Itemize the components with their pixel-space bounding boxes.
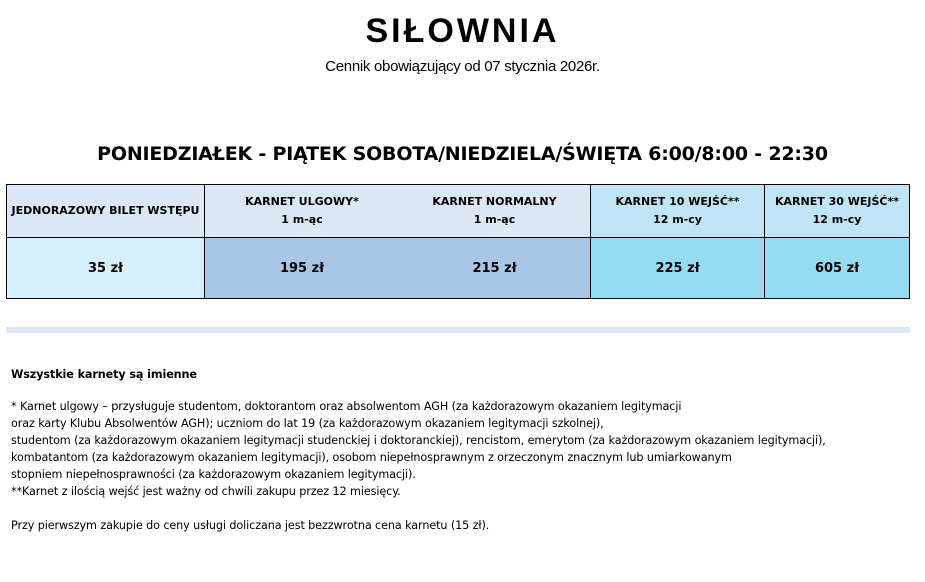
price-list-date: Cennik obowiązujący od 07 stycznia 2026r. (325, 58, 600, 75)
note-line: stopniem niepełnosprawności (za każdorazowym okazaniem legitymacji). (11, 468, 416, 481)
column-label: KARNET 30 WEJŚĆ** (775, 195, 899, 208)
price-30-entries-pass: 605 zł (765, 238, 910, 299)
column-period: 1 m-ąc (473, 213, 516, 226)
divider (6, 327, 910, 333)
price-table-header-row (7, 185, 910, 238)
header-30-entries-pass (765, 185, 910, 238)
note-line: studentom (za każdorazowym okazaniem legitymacji studenckiej i doktoranckiej), rencistom, emerytom (za każdorazowym okazaniem legitymacji), (11, 434, 826, 447)
column-label: KARNET 10 WEJŚĆ** (615, 195, 740, 208)
page-title: SIŁOWNIA (365, 12, 560, 50)
opening-hours: PONIEDZIAŁEK - PIĄTEK SOBOTA/NIEDZIELA/ŚWIĘTA 6:00/8:00 - 22:30 (97, 143, 828, 165)
note-line: kombatantom (za każdorazowym okazaniem legitymacji), osobom niepełnosprawnym z orzeczonym znacznym lub umiarkowanym (11, 451, 732, 464)
notes-footer: Przy pierwszym zakupie do ceny usługi doliczana jest bezzwrotna cena karnetu (15 zł). (11, 519, 490, 532)
column-label: KARNET ULGOWY* (245, 195, 359, 208)
column-period: 1 m-ąc (281, 213, 323, 226)
column-period: 12 m-cy (653, 213, 702, 226)
column-label: KARNET NORMALNY (432, 195, 557, 208)
header-reduced-pass (205, 185, 400, 238)
note-line: * Karnet ulgowy – przysługuje studentom, doktorantom oraz absolwentom AGH (za każdorazowym okazaniem legitymacji (11, 400, 682, 413)
header-single-entry (7, 185, 205, 238)
note-line: **Karnet z ilością wejść jest ważny od chwili zakupu przez 12 miesięcy. (11, 485, 401, 498)
price-reduced-pass: 195 zł (205, 238, 400, 299)
price-single-entry: 35 zł (7, 238, 205, 299)
price-table-values-row (7, 238, 910, 299)
note-line: oraz karty Klubu Absolwentów AGH); uczniom do lat 19 (za każdorazowym okazaniem legitymacji szkolnej), (11, 417, 604, 430)
spacer (11, 500, 916, 517)
notes-heading: Wszystkie karnety są imienne (11, 368, 197, 381)
column-period: 12 m-cy (812, 213, 862, 226)
terms-notes (11, 366, 916, 534)
price-table (6, 184, 910, 299)
header-normal-pass (399, 185, 591, 238)
column-label: JEDNORAZOWY BILET WSTĘPU (11, 204, 200, 217)
price-normal-pass: 215 zł (399, 238, 591, 299)
price-10-entries-pass: 225 zł (591, 238, 765, 299)
header-10-entries-pass (591, 185, 765, 238)
